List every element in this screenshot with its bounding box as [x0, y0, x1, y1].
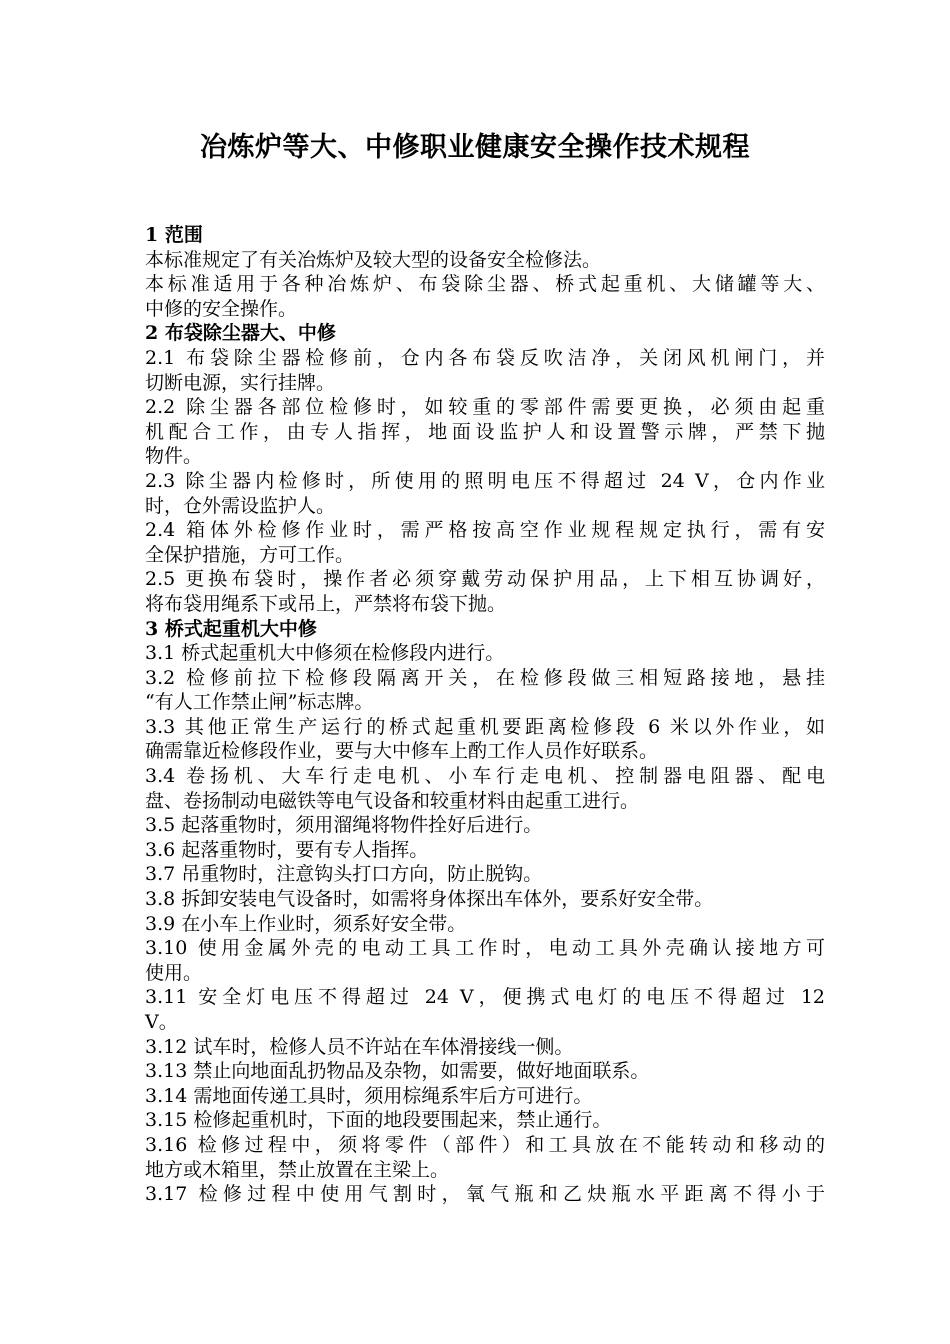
text-line: 3.14 需地面传递工具时，须用棕绳系牢后方可进行。 [145, 1084, 593, 1107]
section-heading: 3 桥式起重机大中修 [145, 617, 317, 640]
text-line: 机配合工作，由专人指挥，地面设监护人和设置警示牌，严禁下抛 [145, 420, 825, 443]
text-line: 盘、卷扬制动电磁铁等电气设备和较重材料由起重工进行。 [145, 789, 640, 812]
text-line: 3.1 桥式起重机大中修须在检修段内进行。 [145, 642, 505, 665]
text-line: 3.2 检修前拉下检修段隔离开关，在检修段做三相短路接地，悬挂 [145, 666, 825, 689]
text-line: 3.3 其他正常生产运行的桥式起重机要距离检修段 6 米以外作业，如 [145, 715, 825, 738]
text-line: 3.15 检修起重机时，下面的地段要围起来，禁止通行。 [145, 1109, 612, 1132]
text-line: 地方或木箱里，禁止放置在主梁上。 [145, 1158, 450, 1181]
text-line: 3.12 试车时，检修人员不许站在车体滑接线一侧。 [145, 1035, 574, 1058]
text-line: 3.4 卷扬机、大车行走电机、小车行走电机、控制器电阻器、配电 [145, 765, 825, 788]
text-line: 3.9 在小车上作业时，须系好安全带。 [145, 912, 467, 935]
text-line: 3.5 起落重物时，须用溜绳将物件拴好后进行。 [145, 814, 543, 837]
text-line: 3.6 起落重物时，要有专人指挥。 [145, 838, 429, 861]
text-line: 切断电源，实行挂牌。 [145, 371, 336, 394]
text-line: 使用。 [145, 961, 203, 984]
text-line: V。 [145, 1011, 178, 1033]
text-line: 物件。 [145, 445, 203, 468]
text-line: 本标准规定了有关冶炼炉及较大型的设备安全检修法。 [145, 248, 602, 271]
text-line: 2.1 布袋除尘器检修前，仓内各布袋反吹洁净，关闭风机闸门，并 [145, 346, 825, 369]
text-line: 确需靠近检修段作业，要与大中修车上酌工作人员作好联系。 [145, 740, 659, 763]
text-line: 3.11 安全灯电压不得超过 24 V，便携式电灯的电压不得超过 12 [145, 986, 825, 1009]
text-line: 2.3 除尘器内检修时，所使用的照明电压不得超过 24 V，仓内作业 [145, 469, 825, 492]
text-line: 2.2 除尘器各部位检修时，如较重的零部件需要更换，必须由起重 [145, 396, 825, 419]
text-line: 2.5 更换布袋时，操作者必须穿戴劳动保护用品，上下相互协调好， [145, 568, 825, 591]
text-line: 3.8 拆卸安装电气设备时，如需将身体探出车体外，要系好安全带。 [145, 888, 714, 911]
text-line: 3.16 检修过程中，须将零件（部件）和工具放在不能转动和移动的 [145, 1133, 825, 1156]
text-line: 本标准适用于各种冶炼炉、布袋除尘器、桥式起重机、大储罐等大、 [145, 273, 825, 296]
text-line: 全保护措施，方可工作。 [145, 543, 355, 566]
section-heading: 1 范围 [145, 224, 203, 246]
document-body [145, 223, 825, 1207]
document-title: 冶炼炉等大、中修职业健康安全操作技术规程 [200, 132, 750, 163]
text-line: 中修的安全操作。 [145, 297, 298, 320]
text-line: 时，仓外需设监护人。 [145, 494, 336, 517]
text-line: 3.7 吊重物时，注意钩头打口方向，防止脱钩。 [145, 863, 543, 886]
text-line: “有人工作禁止闸”标志牌。 [145, 691, 374, 714]
text-line: 将布袋用绳系下或吊上，严禁将布袋下抛。 [145, 592, 507, 615]
text-line: 2.4 箱体外检修作业时，需严格按高空作业规程规定执行，需有安 [145, 519, 825, 542]
text-line: 3.10 使用金属外壳的电动工具工作时，电动工具外壳确认接地方可 [145, 937, 825, 960]
text-line: 3.13 禁止向地面乱扔物品及杂物，如需要，做好地面联系。 [145, 1060, 650, 1083]
text-line: 3.17 检修过程中使用气割时，氧气瓶和乙炔瓶水平距离不得小于 [145, 1183, 825, 1206]
section-heading: 2 布袋除尘器大、中修 [145, 322, 336, 345]
